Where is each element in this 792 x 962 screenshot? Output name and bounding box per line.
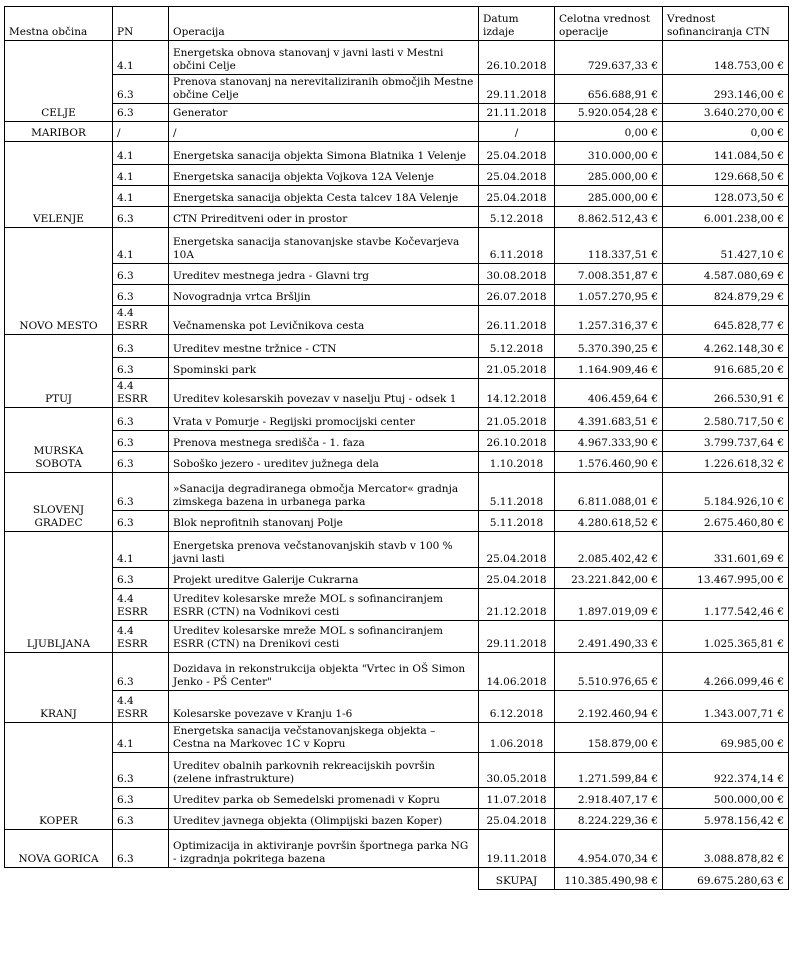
header-cofin: Vrednost sofinanciranja CTN <box>663 7 789 41</box>
table-row <box>5 621 789 653</box>
total-value-cell: 8.862.512,43 € <box>555 207 663 228</box>
municipality-cell: VELENJE <box>5 142 113 228</box>
municipality-cell: NOVA GORICA <box>5 830 113 868</box>
total-value-cell: 1.164.909,46 € <box>555 358 663 379</box>
date-cell: 6.12.2018 <box>479 691 555 723</box>
total-value-cell: 5.920.054,28 € <box>555 104 663 122</box>
municipality-cell: SLOVENJ GRADEC <box>5 473 113 532</box>
total-row <box>5 868 789 890</box>
operation-cell: Kolesarske povezave v Kranju 1-6 <box>169 691 479 723</box>
table-row <box>5 589 789 621</box>
table-row <box>5 142 789 165</box>
header-total: Celotna vrednost operacije <box>555 7 663 41</box>
table-row <box>5 653 789 691</box>
pn-cell: 6.3 <box>113 653 169 691</box>
pn-cell: 4.4 ESRR <box>113 691 169 723</box>
total-value-cell: 406.459,64 € <box>555 379 663 408</box>
grand-cofin-value: 69.675.280,63 € <box>663 868 789 890</box>
operation-cell: Vrata v Pomurje - Regijski promocijski center <box>169 408 479 431</box>
date-cell: 30.08.2018 <box>479 264 555 285</box>
operation-cell: Prenova stanovanj na nerevitaliziranih območjih Mestne občine Celje <box>169 75 479 104</box>
total-value-cell: 2.192.460,94 € <box>555 691 663 723</box>
date-cell: 21.05.2018 <box>479 358 555 379</box>
pn-cell: 6.3 <box>113 788 169 809</box>
cofin-value-cell: 500.000,00 € <box>663 788 789 809</box>
table-row <box>5 788 789 809</box>
table-row <box>5 568 789 589</box>
total-value-cell: 2.918.407,17 € <box>555 788 663 809</box>
table-row <box>5 122 789 142</box>
cofin-value-cell: 3.799.737,64 € <box>663 431 789 452</box>
header-date: Datum izdaje <box>479 7 555 41</box>
pn-cell: 4.1 <box>113 165 169 186</box>
cofin-value-cell: 293.146,00 € <box>663 75 789 104</box>
table-row <box>5 473 789 511</box>
cofin-value-cell: 1.226.618,32 € <box>663 452 789 473</box>
cofin-value-cell: 4.587.080,69 € <box>663 264 789 285</box>
date-cell: 25.04.2018 <box>479 165 555 186</box>
table-row <box>5 207 789 228</box>
total-value-cell: 4.967.333,90 € <box>555 431 663 452</box>
municipality-cell: MURSKA SOBOTA <box>5 408 113 473</box>
total-value-cell: 1.576.460,90 € <box>555 452 663 473</box>
date-cell: 21.11.2018 <box>479 104 555 122</box>
table-row <box>5 452 789 473</box>
operation-cell: Energetska sanacija objekta Simona Blatnika 1 Velenje <box>169 142 479 165</box>
operation-cell: CTN Prireditveni oder in prostor <box>169 207 479 228</box>
pn-cell: / <box>113 122 169 142</box>
pn-cell: 6.3 <box>113 285 169 306</box>
cofin-value-cell: 128.073,50 € <box>663 186 789 207</box>
pn-cell: 4.4 ESRR <box>113 379 169 408</box>
cofin-value-cell: 824.879,29 € <box>663 285 789 306</box>
table-row <box>5 306 789 335</box>
pn-cell: 6.3 <box>113 408 169 431</box>
operation-cell: »Sanacija degradiranega območja Mercator« gradnja zimskega bazena in urbanega parka <box>169 473 479 511</box>
date-cell: 26.07.2018 <box>479 285 555 306</box>
header-operation: Operacija <box>169 7 479 41</box>
operation-cell: Ureditev mestnega jedra - Glavni trg <box>169 264 479 285</box>
pn-cell: 6.3 <box>113 830 169 868</box>
date-cell: 21.05.2018 <box>479 408 555 431</box>
pn-cell: 6.3 <box>113 568 169 589</box>
date-cell: 25.04.2018 <box>479 532 555 568</box>
total-row-spacer <box>5 868 479 890</box>
table-row <box>5 358 789 379</box>
operation-cell: Energetska sanacija objekta Cesta talcev 18A Velenje <box>169 186 479 207</box>
total-value-cell: 285.000,00 € <box>555 165 663 186</box>
pn-cell: 6.3 <box>113 335 169 358</box>
cofin-value-cell: 69.985,00 € <box>663 723 789 753</box>
table-row <box>5 335 789 358</box>
pn-cell: 4.1 <box>113 41 169 75</box>
municipality-cell: CELJE <box>5 41 113 122</box>
cofin-value-cell: 2.580.717,50 € <box>663 408 789 431</box>
pn-cell: 6.3 <box>113 511 169 532</box>
municipality-cell: MARIBOR <box>5 122 113 142</box>
header-municipality: Mestna občina <box>5 7 113 41</box>
pn-cell: 6.3 <box>113 207 169 228</box>
cofin-value-cell: 4.266.099,46 € <box>663 653 789 691</box>
cofin-value-cell: 13.467.995,00 € <box>663 568 789 589</box>
date-cell: 29.11.2018 <box>479 621 555 653</box>
operation-cell: Projekt ureditve Galerije Cukrarna <box>169 568 479 589</box>
cofin-value-cell: 922.374,14 € <box>663 753 789 788</box>
municipality-cell: KOPER <box>5 723 113 830</box>
date-cell: 1.10.2018 <box>479 452 555 473</box>
total-value-cell: 1.257.316,37 € <box>555 306 663 335</box>
pn-cell: 6.3 <box>113 431 169 452</box>
date-cell: 26.11.2018 <box>479 306 555 335</box>
table-row <box>5 379 789 408</box>
cofin-value-cell: 331.601,69 € <box>663 532 789 568</box>
date-cell: 14.12.2018 <box>479 379 555 408</box>
pn-cell: 4.1 <box>113 532 169 568</box>
date-cell: / <box>479 122 555 142</box>
municipality-cell: PTUJ <box>5 335 113 408</box>
total-value-cell: 285.000,00 € <box>555 186 663 207</box>
table-row <box>5 165 789 186</box>
date-cell: 5.11.2018 <box>479 473 555 511</box>
operation-cell: Ureditev mestne tržnice - CTN <box>169 335 479 358</box>
total-value-cell: 4.954.070,34 € <box>555 830 663 868</box>
total-value-cell: 5.510.976,65 € <box>555 653 663 691</box>
operation-cell: Energetska sanacija objekta Vojkova 12A Velenje <box>169 165 479 186</box>
header-row <box>5 7 789 41</box>
cofin-value-cell: 5.184.926,10 € <box>663 473 789 511</box>
pn-cell: 6.3 <box>113 358 169 379</box>
table-row <box>5 75 789 104</box>
pn-cell: 4.1 <box>113 228 169 264</box>
table-row <box>5 511 789 532</box>
pn-cell: 4.4 ESRR <box>113 589 169 621</box>
table-row <box>5 408 789 431</box>
municipality-cell: LJUBLJANA <box>5 532 113 653</box>
date-cell: 26.10.2018 <box>479 431 555 452</box>
total-value-cell: 5.370.390,25 € <box>555 335 663 358</box>
date-cell: 25.04.2018 <box>479 809 555 830</box>
pn-cell: 6.3 <box>113 809 169 830</box>
total-value-cell: 729.637,33 € <box>555 41 663 75</box>
cofin-value-cell: 916.685,20 € <box>663 358 789 379</box>
cofin-value-cell: 1.025.365,81 € <box>663 621 789 653</box>
cofin-value-cell: 2.675.460,80 € <box>663 511 789 532</box>
cofin-value-cell: 129.668,50 € <box>663 165 789 186</box>
cofin-value-cell: 141.084,50 € <box>663 142 789 165</box>
operation-cell: Generator <box>169 104 479 122</box>
operation-cell: Ureditev obalnih parkovnih rekreacijskih površin (zelene infrastrukture) <box>169 753 479 788</box>
total-value-cell: 310.000,00 € <box>555 142 663 165</box>
operation-cell: Ureditev kolesarskih povezav v naselju Ptuj - odsek 1 <box>169 379 479 408</box>
date-cell: 25.04.2018 <box>479 186 555 207</box>
cofin-value-cell: 6.001.238,00 € <box>663 207 789 228</box>
municipality-cell: NOVO MESTO <box>5 228 113 335</box>
municipality-cell: KRANJ <box>5 653 113 723</box>
operation-cell: Blok neprofitnih stanovanj Polje <box>169 511 479 532</box>
date-cell: 21.12.2018 <box>479 589 555 621</box>
date-cell: 29.11.2018 <box>479 75 555 104</box>
cofin-value-cell: 1.177.542,46 € <box>663 589 789 621</box>
table-row <box>5 285 789 306</box>
table-row <box>5 41 789 75</box>
cofin-value-cell: 5.978.156,42 € <box>663 809 789 830</box>
total-value-cell: 1.897.019,09 € <box>555 589 663 621</box>
pn-cell: 6.3 <box>113 452 169 473</box>
table-row <box>5 264 789 285</box>
operation-cell: Soboško jezero - ureditev južnega dela <box>169 452 479 473</box>
table-row <box>5 431 789 452</box>
operations-table <box>4 6 789 890</box>
total-value-cell: 118.337,51 € <box>555 228 663 264</box>
operation-cell: Energetska prenova večstanovanjskih stavb v 100 % javni lasti <box>169 532 479 568</box>
date-cell: 25.04.2018 <box>479 568 555 589</box>
table-row <box>5 228 789 264</box>
table-row <box>5 830 789 868</box>
table-row <box>5 691 789 723</box>
total-value-cell: 23.221.842,00 € <box>555 568 663 589</box>
table-row <box>5 753 789 788</box>
total-value-cell: 0,00 € <box>555 122 663 142</box>
total-value-cell: 2.085.402,42 € <box>555 532 663 568</box>
total-value-cell: 1.057.270,95 € <box>555 285 663 306</box>
total-value-cell: 158.879,00 € <box>555 723 663 753</box>
pn-cell: 6.3 <box>113 264 169 285</box>
operation-cell: Večnamenska pot Levičnikova cesta <box>169 306 479 335</box>
operation-cell: Optimizacija in aktiviranje površin športnega parka NG - izgradnja pokritega bazena <box>169 830 479 868</box>
cofin-value-cell: 3.088.878,82 € <box>663 830 789 868</box>
cofin-value-cell: 266.530,91 € <box>663 379 789 408</box>
pn-cell: 4.4 ESRR <box>113 306 169 335</box>
header-pn: PN <box>113 7 169 41</box>
operation-cell: Ureditev parka ob Semedelski promenadi v Kopru <box>169 788 479 809</box>
operation-cell: Ureditev kolesarske mreže MOL s sofinanciranjem ESRR (CTN) na Drenikovi cesti <box>169 621 479 653</box>
table-row <box>5 186 789 207</box>
date-cell: 30.05.2018 <box>479 753 555 788</box>
total-value-cell: 8.224.229,36 € <box>555 809 663 830</box>
pn-cell: 6.3 <box>113 75 169 104</box>
date-cell: 5.11.2018 <box>479 511 555 532</box>
operation-cell: Prenova mestnega središča - 1. faza <box>169 431 479 452</box>
pn-cell: 6.3 <box>113 753 169 788</box>
date-cell: 14.06.2018 <box>479 653 555 691</box>
cofin-value-cell: 0,00 € <box>663 122 789 142</box>
pn-cell: 6.3 <box>113 473 169 511</box>
pn-cell: 4.1 <box>113 186 169 207</box>
date-cell: 6.11.2018 <box>479 228 555 264</box>
operation-cell: Novogradnja vrtca Bršljin <box>169 285 479 306</box>
date-cell: 19.11.2018 <box>479 830 555 868</box>
cofin-value-cell: 3.640.270,00 € <box>663 104 789 122</box>
table-row <box>5 723 789 753</box>
table-row <box>5 532 789 568</box>
cofin-value-cell: 148.753,00 € <box>663 41 789 75</box>
total-value-cell: 656.688,91 € <box>555 75 663 104</box>
table-row <box>5 809 789 830</box>
operation-cell: / <box>169 122 479 142</box>
cofin-value-cell: 645.828,77 € <box>663 306 789 335</box>
operation-cell: Dozidava in rekonstrukcija objekta "Vrtec in OŠ Simon Jenko - PŠ Center" <box>169 653 479 691</box>
total-value-cell: 4.280.618,52 € <box>555 511 663 532</box>
pn-cell: 6.3 <box>113 104 169 122</box>
operation-cell: Spominski park <box>169 358 479 379</box>
pn-cell: 4.4 ESRR <box>113 621 169 653</box>
operation-cell: Energetska obnova stanovanj v javni lasti v Mestni občini Celje <box>169 41 479 75</box>
cofin-value-cell: 1.343.007,71 € <box>663 691 789 723</box>
date-cell: 5.12.2018 <box>479 335 555 358</box>
total-value-cell: 7.008.351,87 € <box>555 264 663 285</box>
date-cell: 26.10.2018 <box>479 41 555 75</box>
cofin-value-cell: 51.427,10 € <box>663 228 789 264</box>
table-row <box>5 104 789 122</box>
total-label: SKUPAJ <box>479 868 555 890</box>
total-value-cell: 4.391.683,51 € <box>555 408 663 431</box>
operation-cell: Ureditev kolesarske mreže MOL s sofinanciranjem ESRR (CTN) na Vodnikovi cesti <box>169 589 479 621</box>
date-cell: 1.06.2018 <box>479 723 555 753</box>
total-value-cell: 6.811.088,01 € <box>555 473 663 511</box>
operation-cell: Energetska sanacija večstanovanjskega objekta – Cestna na Markovec 1C v Kopru <box>169 723 479 753</box>
date-cell: 5.12.2018 <box>479 207 555 228</box>
total-value-cell: 2.491.490,33 € <box>555 621 663 653</box>
grand-total-value: 110.385.490,98 € <box>555 868 663 890</box>
operation-cell: Ureditev javnega objekta (Olimpijski bazen Koper) <box>169 809 479 830</box>
cofin-value-cell: 4.262.148,30 € <box>663 335 789 358</box>
pn-cell: 4.1 <box>113 142 169 165</box>
date-cell: 11.07.2018 <box>479 788 555 809</box>
pn-cell: 4.1 <box>113 723 169 753</box>
total-value-cell: 1.271.599,84 € <box>555 753 663 788</box>
operation-cell: Energetska sanacija stanovanjske stavbe Kočevarjeva 10A <box>169 228 479 264</box>
date-cell: 25.04.2018 <box>479 142 555 165</box>
